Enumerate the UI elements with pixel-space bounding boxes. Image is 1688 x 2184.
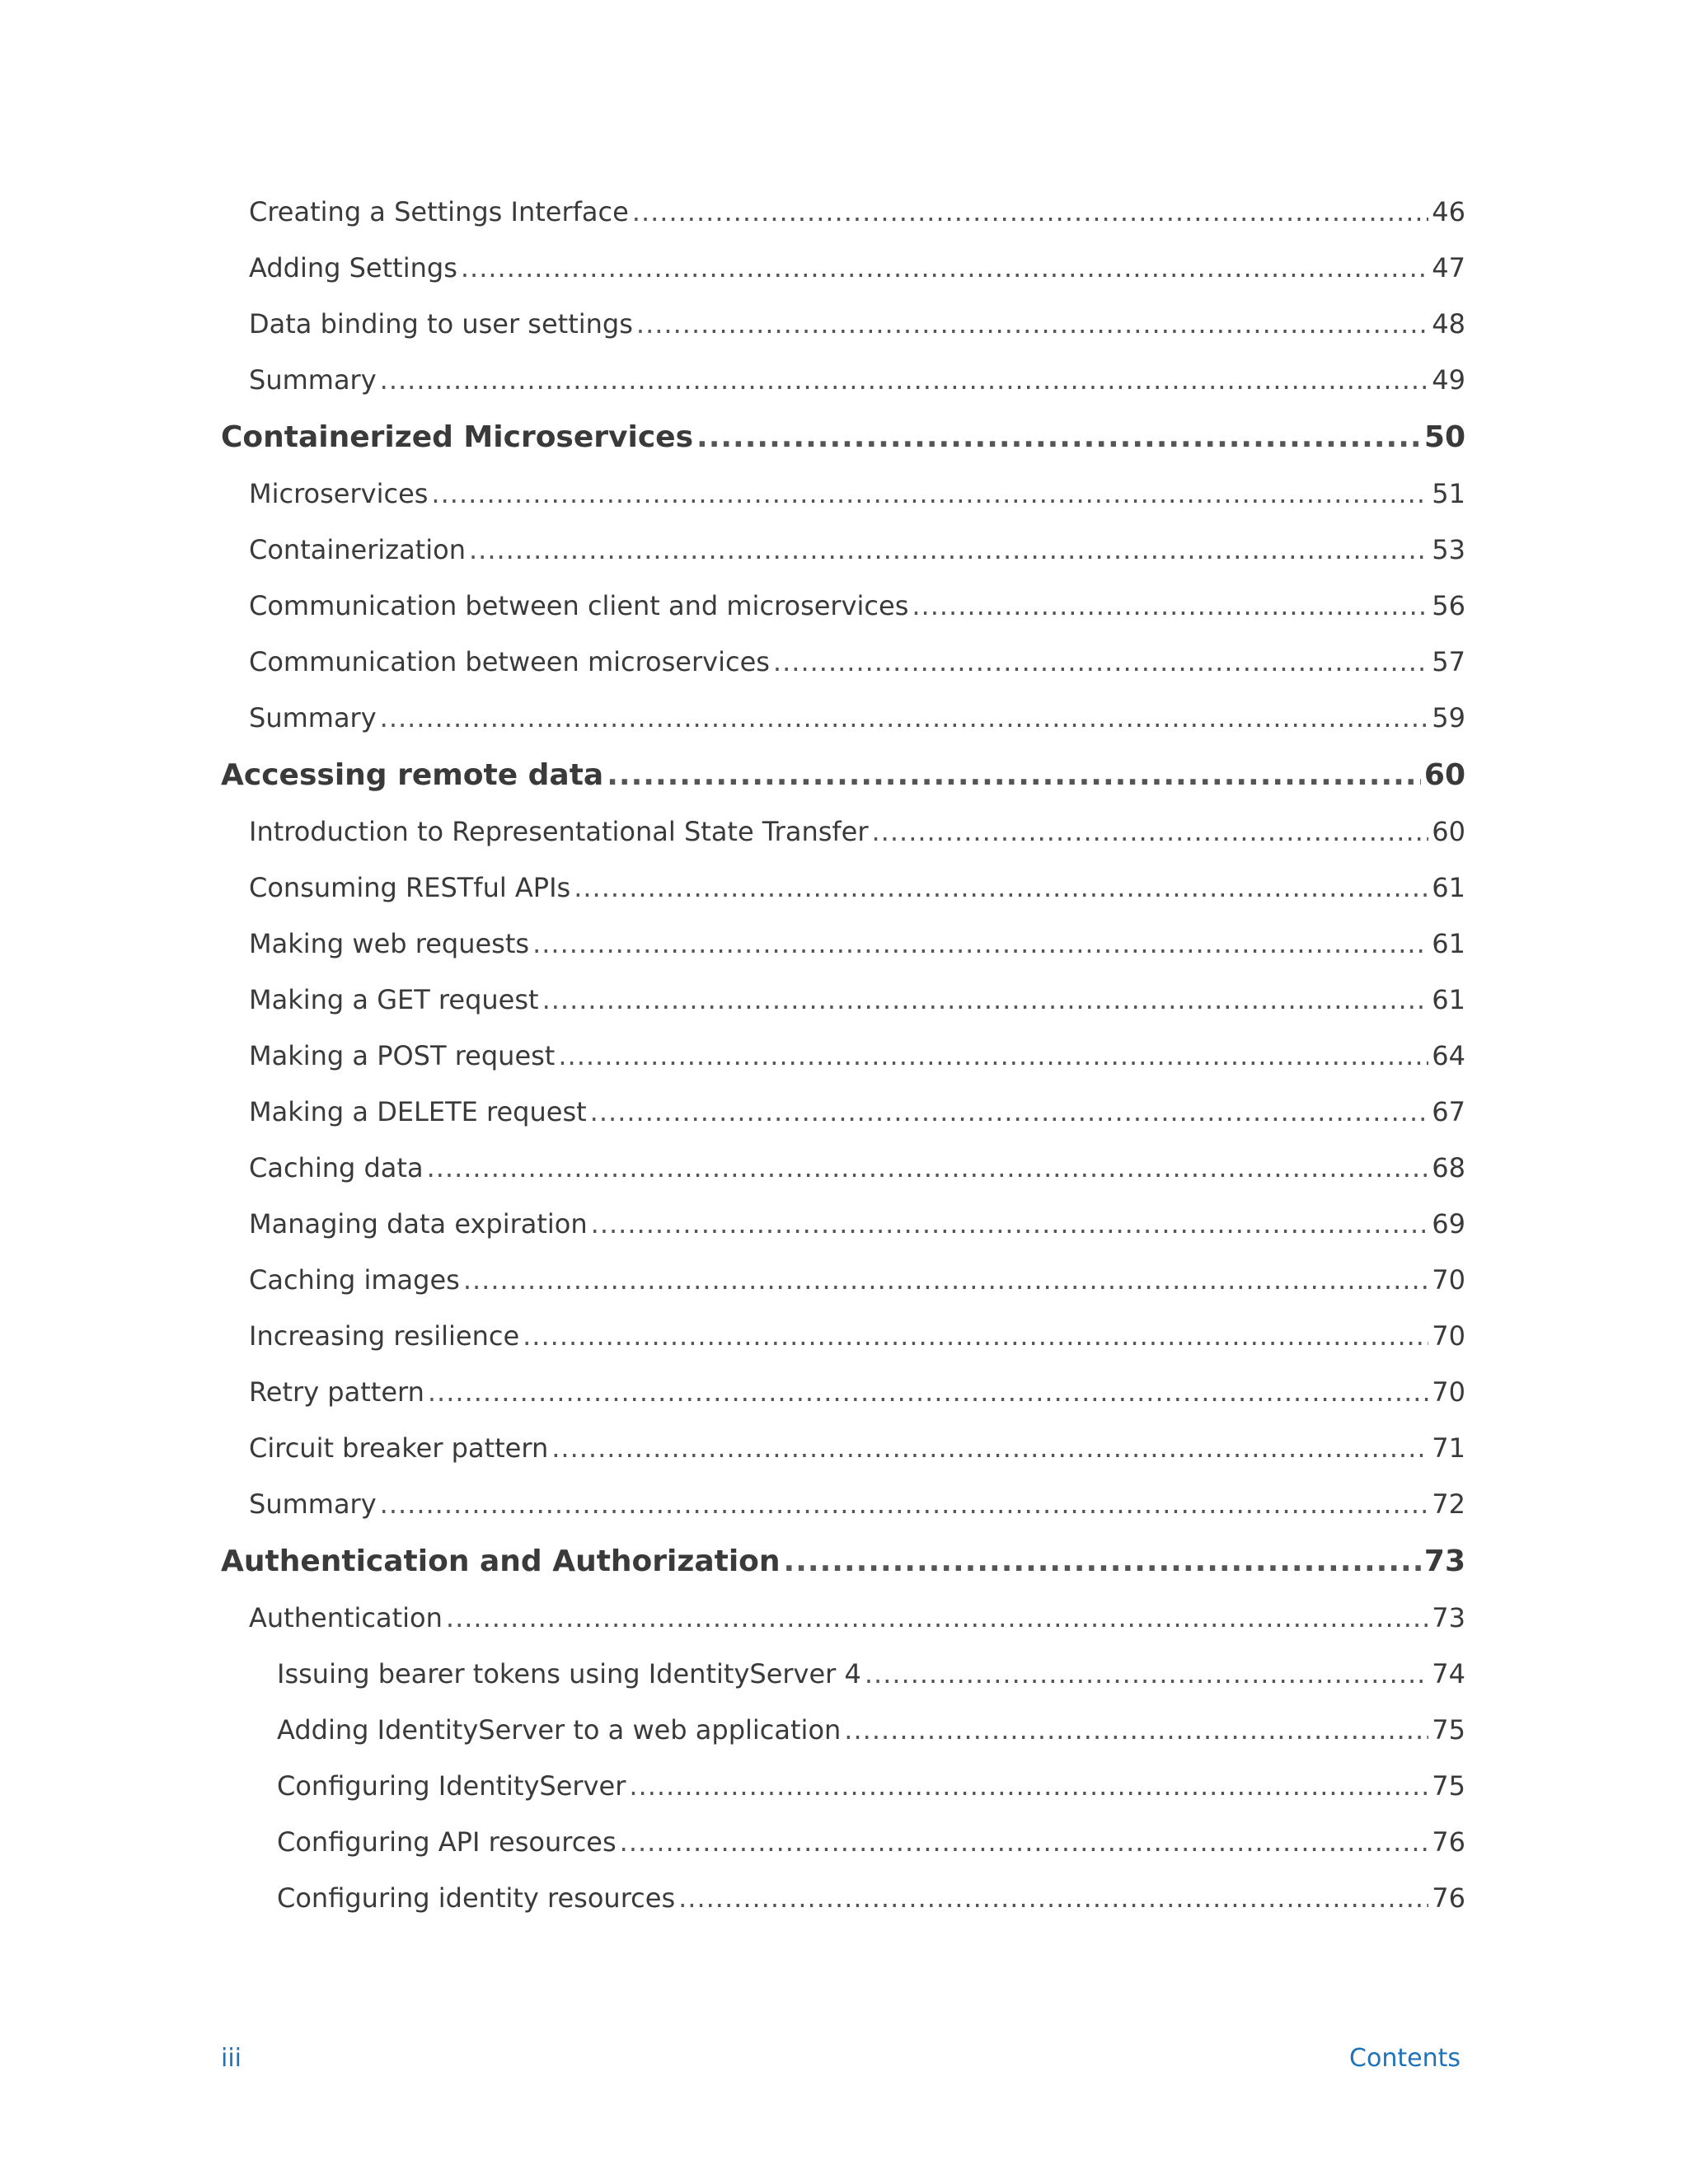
toc-entry[interactable] [221, 1320, 1465, 1376]
toc-entry[interactable] [221, 364, 1465, 420]
toc-entry-title: Summary [249, 702, 377, 733]
toc-entry-page: 70 [1432, 1376, 1465, 1408]
toc-dot-leader [607, 758, 1421, 792]
toc-dot-leader [446, 1602, 1428, 1633]
toc-dot-leader [523, 1320, 1428, 1352]
toc-entry-page: 48 [1432, 308, 1465, 340]
toc-entry[interactable] [221, 1432, 1465, 1488]
toc-entry-title: Caching images [249, 1264, 460, 1296]
toc-entry-title: Containerized Microservices [221, 420, 694, 454]
toc-entry-title: Making a DELETE request [249, 1096, 587, 1127]
toc-entry-page: 67 [1432, 1096, 1465, 1127]
toc-entry-title: Communication between microservices [249, 646, 770, 677]
toc-entry-page: 46 [1432, 196, 1465, 227]
toc-entry-page: 50 [1423, 420, 1465, 454]
toc-entry-title: Authentication [249, 1602, 443, 1633]
toc-dot-leader [427, 1152, 1429, 1183]
toc-entry[interactable] [221, 1658, 1465, 1714]
toc-entry-page: 75 [1432, 1714, 1465, 1746]
toc-entry[interactable] [221, 646, 1465, 702]
toc-dot-leader [551, 1432, 1428, 1464]
toc-entry-page: 68 [1432, 1152, 1465, 1183]
toc-entry[interactable] [221, 816, 1465, 872]
toc-entry-title: Managing data expiration [249, 1208, 588, 1240]
toc-entry-page: 53 [1432, 534, 1465, 565]
toc-entry-title: Microservices [249, 478, 429, 509]
toc-entry-page: 60 [1432, 816, 1465, 847]
toc-dot-leader [844, 1714, 1428, 1746]
toc-entry[interactable] [221, 1040, 1465, 1096]
toc-dot-leader [463, 1264, 1428, 1296]
toc-dot-leader [428, 1376, 1428, 1408]
toc-entry-page: 73 [1432, 1602, 1465, 1633]
toc-entry-page: 59 [1432, 702, 1465, 733]
toc-entry-title: Retry pattern [249, 1376, 424, 1408]
toc-entry-page: 71 [1432, 1432, 1465, 1464]
toc-entry-title: Adding Settings [249, 252, 457, 284]
toc-dot-leader [380, 364, 1429, 396]
toc-entry-page: 64 [1432, 1040, 1465, 1071]
toc-entry-page: 76 [1432, 1826, 1465, 1858]
table-of-contents [221, 196, 1465, 1938]
toc-entry-title: Making web requests [249, 928, 530, 959]
toc-entry-title: Issuing bearer tokens using IdentityServer 4 [277, 1658, 861, 1690]
toc-entry-title: Making a POST request [249, 1040, 556, 1071]
toc-dot-leader [636, 308, 1428, 340]
toc-dot-leader [629, 1770, 1428, 1802]
toc-dot-leader [469, 534, 1428, 565]
toc-dot-leader [574, 872, 1428, 903]
toc-entry[interactable] [221, 1826, 1465, 1882]
toc-entry-title: Consuming RESTful APIs [249, 872, 571, 903]
toc-entry-page: 69 [1432, 1208, 1465, 1240]
toc-dot-leader [678, 1882, 1428, 1914]
toc-entry[interactable] [221, 1544, 1465, 1602]
toc-entry-page: 70 [1432, 1264, 1465, 1296]
toc-entry[interactable] [221, 872, 1465, 928]
toc-entry[interactable] [221, 420, 1465, 478]
toc-entry-title: Caching data [249, 1152, 424, 1183]
toc-entry-page: 74 [1432, 1658, 1465, 1690]
toc-entry[interactable] [221, 534, 1465, 590]
toc-entry-title: Configuring IdentityServer [277, 1770, 626, 1802]
toc-entry-title: Circuit breaker pattern [249, 1432, 549, 1464]
toc-dot-leader [696, 420, 1421, 454]
toc-dot-leader [784, 1544, 1421, 1578]
toc-entry-page: 57 [1432, 646, 1465, 677]
toc-dot-leader [912, 590, 1428, 621]
footer-section-label: Contents [1349, 2044, 1461, 2073]
toc-entry-title: Authentication and Authorization [221, 1544, 781, 1578]
toc-entry-title: Introduction to Representational State Transfer [249, 816, 869, 847]
toc-entry[interactable] [221, 1264, 1465, 1320]
toc-entry-page: 70 [1432, 1320, 1465, 1352]
toc-entry-title: Creating a Settings Interface [249, 196, 629, 227]
toc-dot-leader [461, 252, 1428, 284]
toc-entry[interactable] [221, 928, 1465, 984]
toc-dot-leader [632, 196, 1429, 227]
toc-entry[interactable] [221, 1770, 1465, 1826]
toc-dot-leader [431, 478, 1428, 509]
toc-entry-title: Communication between client and microservices [249, 590, 909, 621]
toc-entry[interactable] [221, 1714, 1465, 1770]
toc-entry-page: 49 [1432, 364, 1465, 396]
toc-entry[interactable] [221, 758, 1465, 816]
toc-entry-page: 75 [1432, 1770, 1465, 1802]
toc-dot-leader [865, 1658, 1428, 1690]
toc-dot-leader [872, 816, 1429, 847]
toc-entry-title: Data binding to user settings [249, 308, 633, 340]
toc-entry-page: 76 [1432, 1882, 1465, 1914]
toc-entry[interactable] [221, 1488, 1465, 1544]
toc-entry-title: Making a GET request [249, 984, 539, 1015]
toc-entry-page: 60 [1423, 758, 1465, 792]
footer-page-number: iii [221, 2044, 242, 2073]
toc-entry-page: 51 [1432, 478, 1465, 509]
toc-entry-title: Containerization [249, 534, 466, 565]
toc-dot-leader [532, 928, 1428, 959]
toc-entry[interactable] [221, 984, 1465, 1040]
toc-dot-leader [773, 646, 1428, 677]
toc-entry-page: 47 [1432, 252, 1465, 284]
toc-entry-page: 61 [1432, 872, 1465, 903]
toc-entry-title: Summary [249, 364, 377, 396]
toc-entry[interactable] [221, 1882, 1465, 1938]
toc-entry-title: Increasing resilience [249, 1320, 520, 1352]
toc-entry-page: 73 [1423, 1544, 1465, 1578]
toc-entry[interactable] [221, 252, 1465, 308]
toc-entry[interactable] [221, 1152, 1465, 1208]
toc-entry-page: 61 [1432, 984, 1465, 1015]
toc-entry-title: Accessing remote data [221, 758, 604, 792]
toc-entry-title: Configuring identity resources [277, 1882, 676, 1914]
toc-dot-leader [558, 1040, 1428, 1071]
toc-dot-leader [380, 1488, 1429, 1520]
toc-entry[interactable] [221, 196, 1465, 252]
toc-entry[interactable] [221, 308, 1465, 364]
toc-dot-leader [380, 702, 1429, 733]
toc-dot-leader [542, 984, 1429, 1015]
toc-entry[interactable] [221, 702, 1465, 758]
toc-entry-page: 72 [1432, 1488, 1465, 1520]
toc-entry[interactable] [221, 1376, 1465, 1432]
toc-entry-title: Adding IdentityServer to a web application [277, 1714, 842, 1746]
toc-entry[interactable] [221, 1208, 1465, 1264]
toc-entry[interactable] [221, 1602, 1465, 1658]
toc-entry-title: Summary [249, 1488, 377, 1520]
toc-dot-leader [620, 1826, 1429, 1858]
toc-dot-leader [591, 1208, 1429, 1240]
toc-entry[interactable] [221, 1096, 1465, 1152]
toc-entry-page: 56 [1432, 590, 1465, 621]
toc-entry[interactable] [221, 590, 1465, 646]
toc-entry-page: 61 [1432, 928, 1465, 959]
toc-dot-leader [590, 1096, 1429, 1127]
toc-entry[interactable] [221, 478, 1465, 534]
toc-entry-title: Configuring API resources [277, 1826, 617, 1858]
